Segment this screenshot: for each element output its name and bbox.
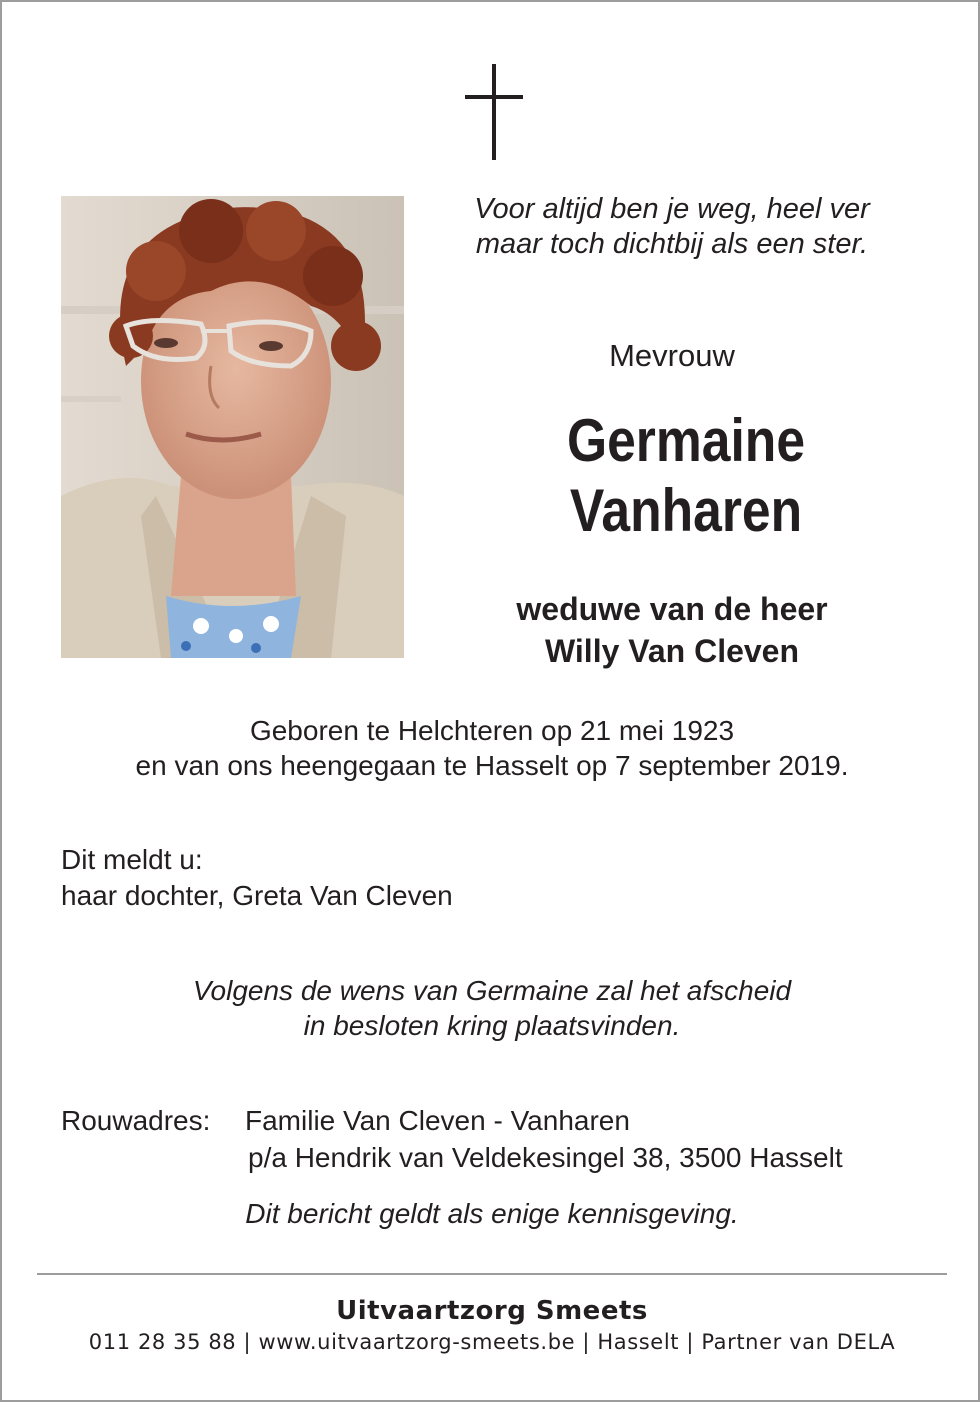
birth-info: Geboren te Helchteren op 21 mei 1923 — [249, 715, 735, 746]
cross-icon — [465, 64, 523, 160]
last-name: Vanharen — [569, 477, 803, 544]
notice-text: Dit bericht geldt als enige kennisgeving. — [245, 1198, 739, 1229]
memorial-verse — [422, 192, 922, 262]
announcement-intro: Dit meldt u: — [61, 844, 203, 875]
company-name: Uitvaartzorg Smeets — [336, 1296, 648, 1326]
spouse-line: weduwe van de heer — [516, 591, 828, 627]
death-info: en van ons heengegaan te Hasselt op 7 september 2019. — [135, 750, 849, 781]
company-contact: 011 28 35 88 | www.uitvaartzorg-smeets.be | Hasselt | Partner van DELA — [88, 1330, 896, 1354]
footer-divider — [37, 1273, 947, 1275]
address-line: p/a Hendrik van Veldekesingel 38, 3500 Hasselt — [248, 1142, 843, 1173]
first-name: Germaine — [566, 407, 806, 474]
wish-line: in besloten kring plaatsvinden. — [303, 1010, 681, 1041]
farewell-wish — [42, 973, 942, 1043]
portrait-photo — [61, 196, 404, 658]
deceased-name — [471, 406, 901, 546]
verse-line: maar toch dichtbij als een ster. — [475, 228, 869, 260]
address-lines — [245, 1102, 843, 1176]
honorific: Mevrouw — [609, 338, 735, 373]
wish-line: Volgens de wens van Germaine zal het afscheid — [192, 975, 792, 1006]
spouse-name: Willy Van Cleven — [544, 633, 800, 669]
address-label: Rouwadres: — [61, 1105, 211, 1136]
spouse-info — [422, 588, 922, 672]
life-dates — [42, 713, 942, 783]
address-line: Familie Van Cleven - Vanharen — [245, 1105, 630, 1136]
announcement — [61, 842, 761, 914]
announcement-family: haar dochter, Greta Van Cleven — [61, 880, 453, 911]
verse-line: Voor altijd ben je weg, heel ver — [474, 193, 870, 225]
